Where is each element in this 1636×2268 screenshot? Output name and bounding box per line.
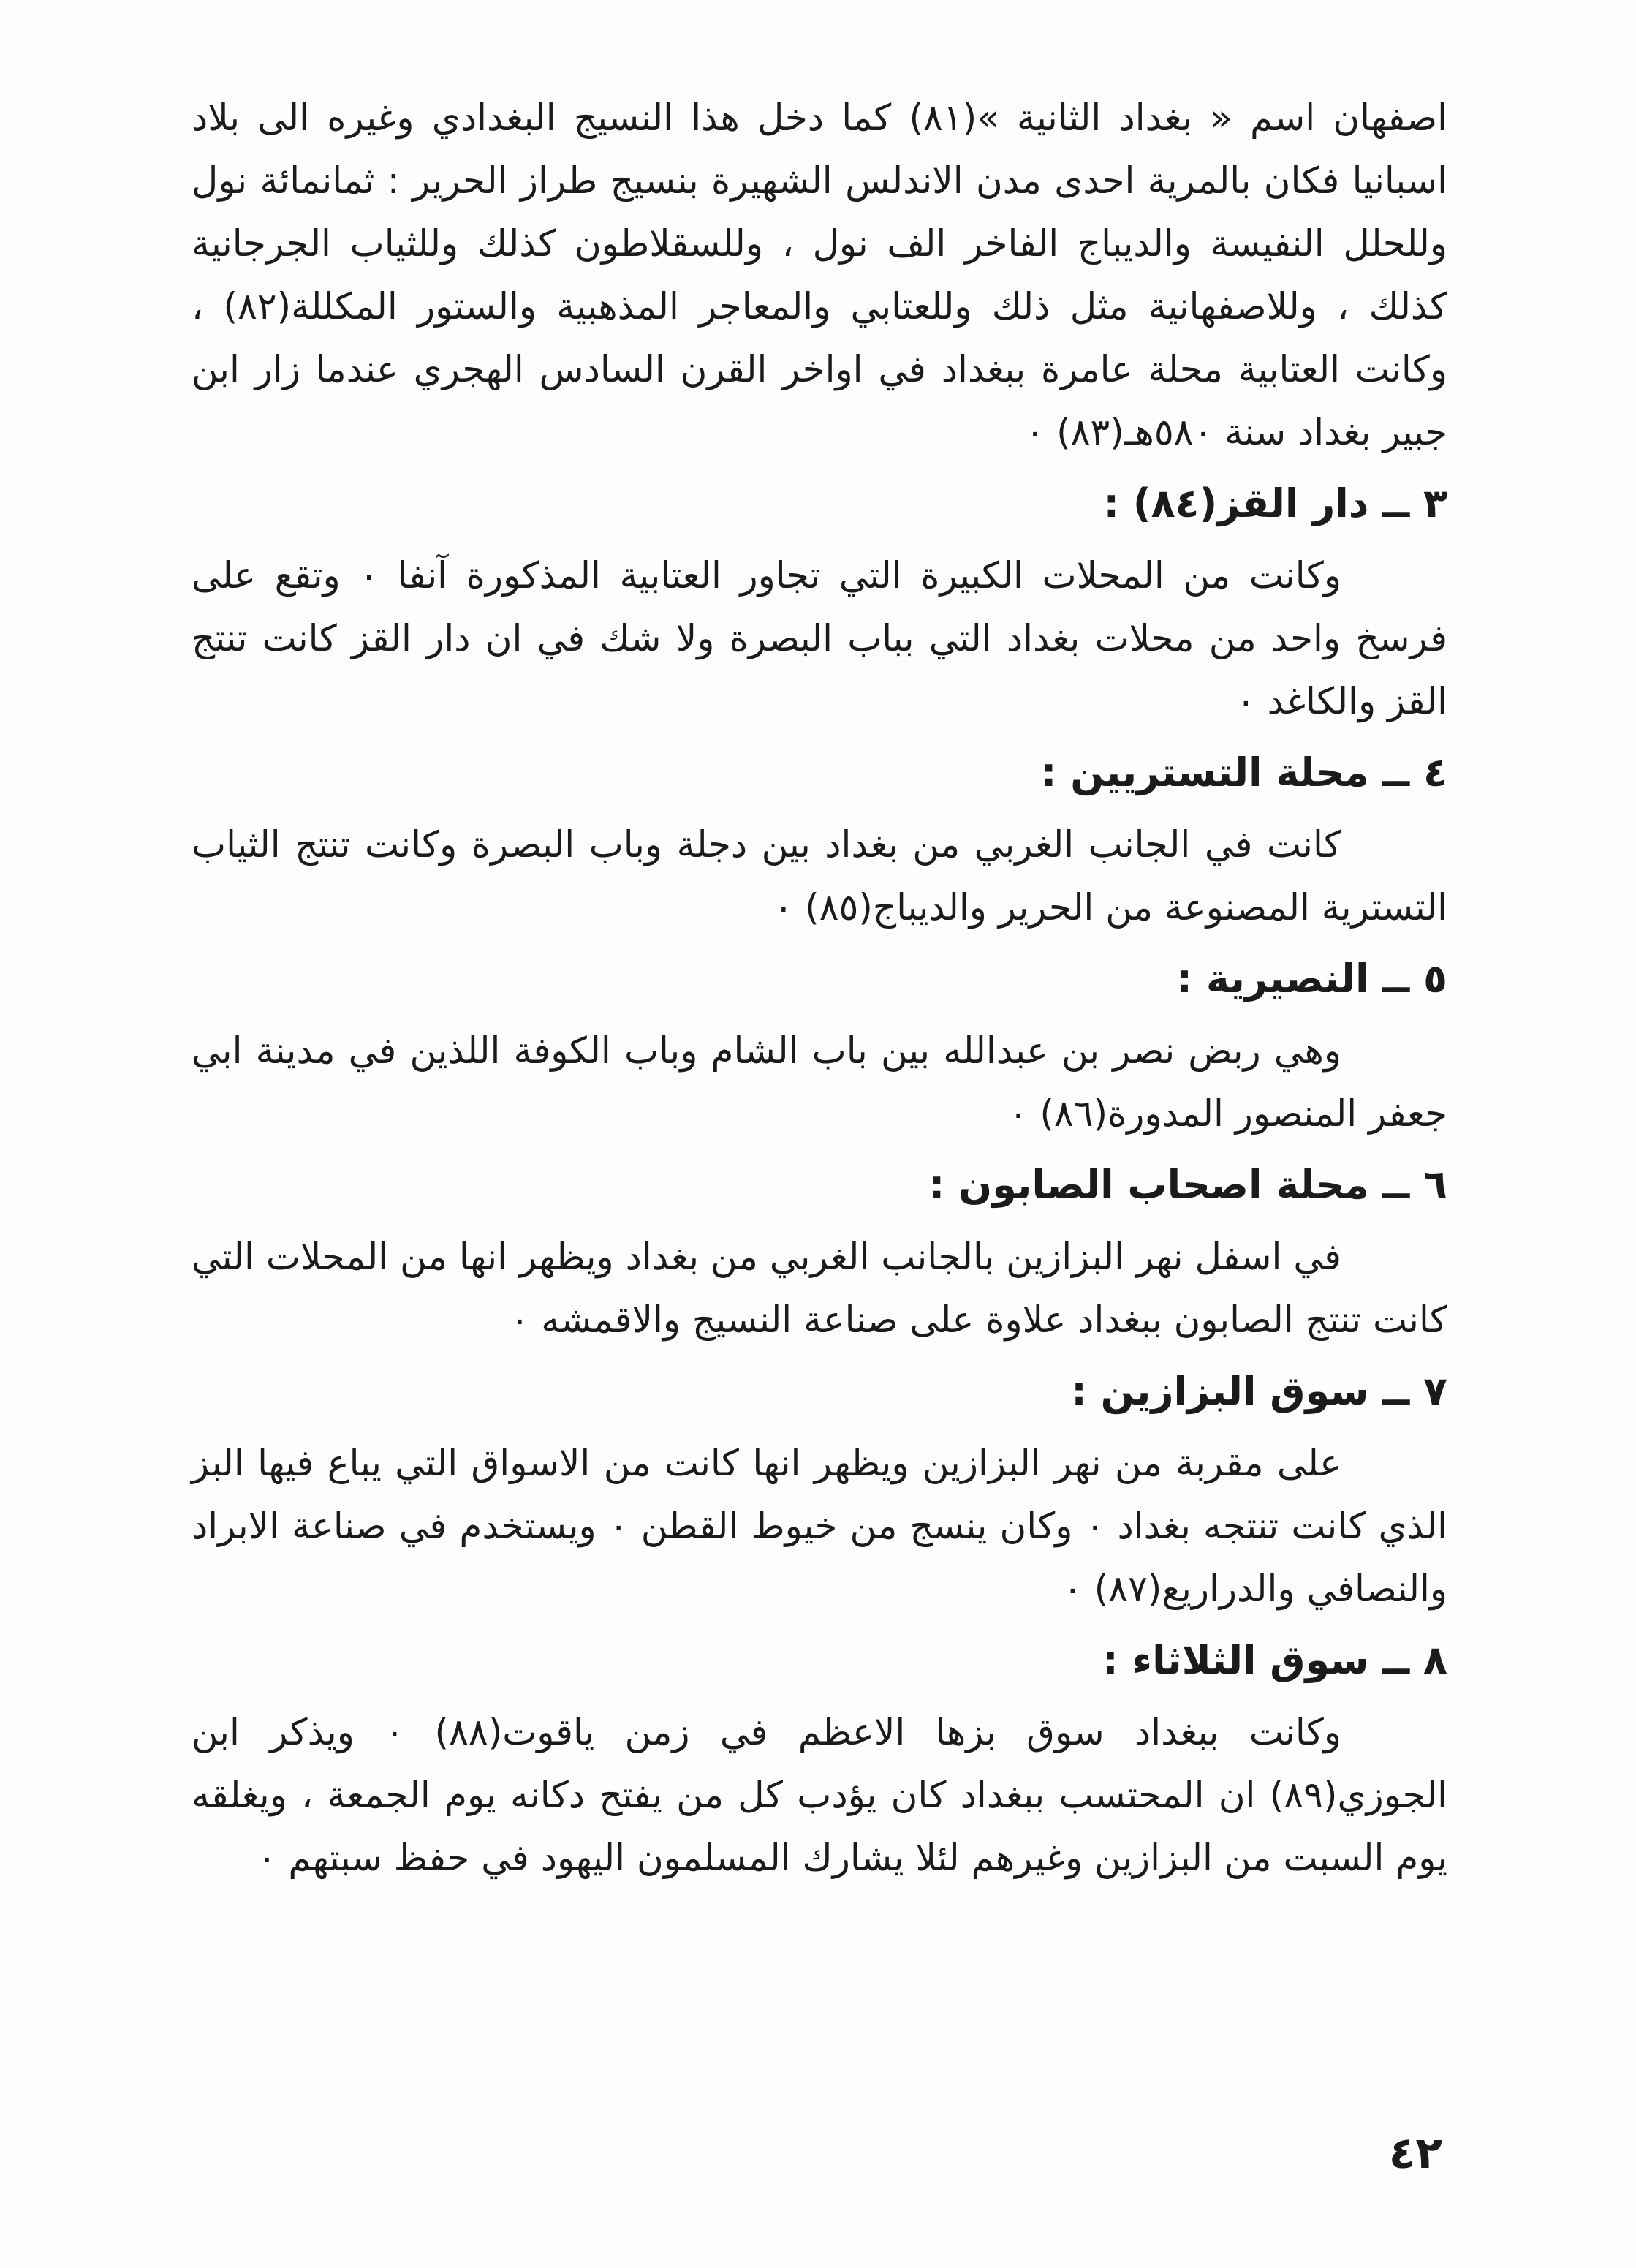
section-body-dar-al-qazz: وكانت من المحلات الكبيرة التي تجاور العتابية المذكورة آنفا ٠ وتقع على فرسخ واحد من محلات بغداد التي بباب البصرة ولا شك في ان دار القز كانت تنتج القز والكاغد ٠ (192, 554, 1447, 722)
section-body-nasiriya: وهي ربض نصر بن عبدالله بين باب الشام وباب الكوفة اللذين في مدينة ابي جعفر المنصور المدورة(٨٦) ٠ (192, 1029, 1447, 1135)
page-text (192, 86, 1447, 1889)
section-body-tuesday-market: وكانت ببغداد سوق بزها الاعظم في زمن ياقوت(٨٨) ٠ ويذكر ابن الجوزي(٨٩) ان المحتسب ببغداد كان يؤدب كل من يفتح دكانه يوم الجمعة ، ويغلقه يوم السبت من البزازين وغيرهم لئلا يشارك المسلمون اليهود في حفظ سبتهم ٠ (192, 1711, 1447, 1879)
section-heading-dar-al-qazz: ٣ ــ دار القز(٨٤) : (1103, 480, 1447, 526)
section-body-bazzazin-market: على مقربة من نهر البزازين ويظهر انها كانت من الاسواق التي يباع فيها البز الذي كانت تنتجه بغداد ٠ وكان ينسج من خيوط القطن ٠ ويستخدم في صناعة الابراد والنصافي والدراريع(٨٧) ٠ (192, 1442, 1448, 1610)
section-heading-nasiriya: ٥ ــ النصيرية : (1176, 956, 1447, 1002)
section-body-tustariyin: كانت في الجانب الغربي من بغداد بين دجلة وباب البصرة وكانت تنتج الثياب التسترية المصنوعة من الحرير والديباج(٨٥) ٠ (192, 823, 1447, 929)
section-body-soap-makers: في اسفل نهر البزازين بالجانب الغربي من بغداد ويظهر انها من المحلات التي كانت تنتج الصابون ببغداد علاوة على صناعة النسيج والاقمشه ٠ (192, 1236, 1447, 1341)
section-heading-tustariyin: ٤ ــ محلة التستريين : (1040, 749, 1447, 795)
section-heading-bazzazin-market: ٧ ــ سوق البزازين : (1071, 1368, 1447, 1414)
intro-paragraph: اصفهان اسم « بغداد الثانية »(٨١) كما دخل هذا النسيج البغدادي وغيره الى بلاد اسبانيا فكان بالمرية احدى مدن الاندلس الشهيرة بنسيج طراز الحرير : ثمانمائة نول وللحلل النفيسة والديباج الفاخر الف نول ، وللسقلاطون كذلك وللثياب الجرجانية كذلك ، وللاصفهانية مثل ذلك وللعتابي والمعاجر المذهبية والستور المكللة(٨٢) ، وكانت العتابية محلة عامرة ببغداد في اواخر القرن السادس الهجري عندما زار ابن جبير بغداد سنة ٥٨٠هـ(٨٣) ٠ (192, 97, 1447, 453)
section-heading-tuesday-market: ٨ ــ سوق الثلاثاء : (1102, 1637, 1447, 1683)
page-number: ٤٢ (1388, 2128, 1442, 2179)
section-heading-soap-makers: ٦ ــ محلة اصحاب الصابون : (928, 1162, 1447, 1208)
